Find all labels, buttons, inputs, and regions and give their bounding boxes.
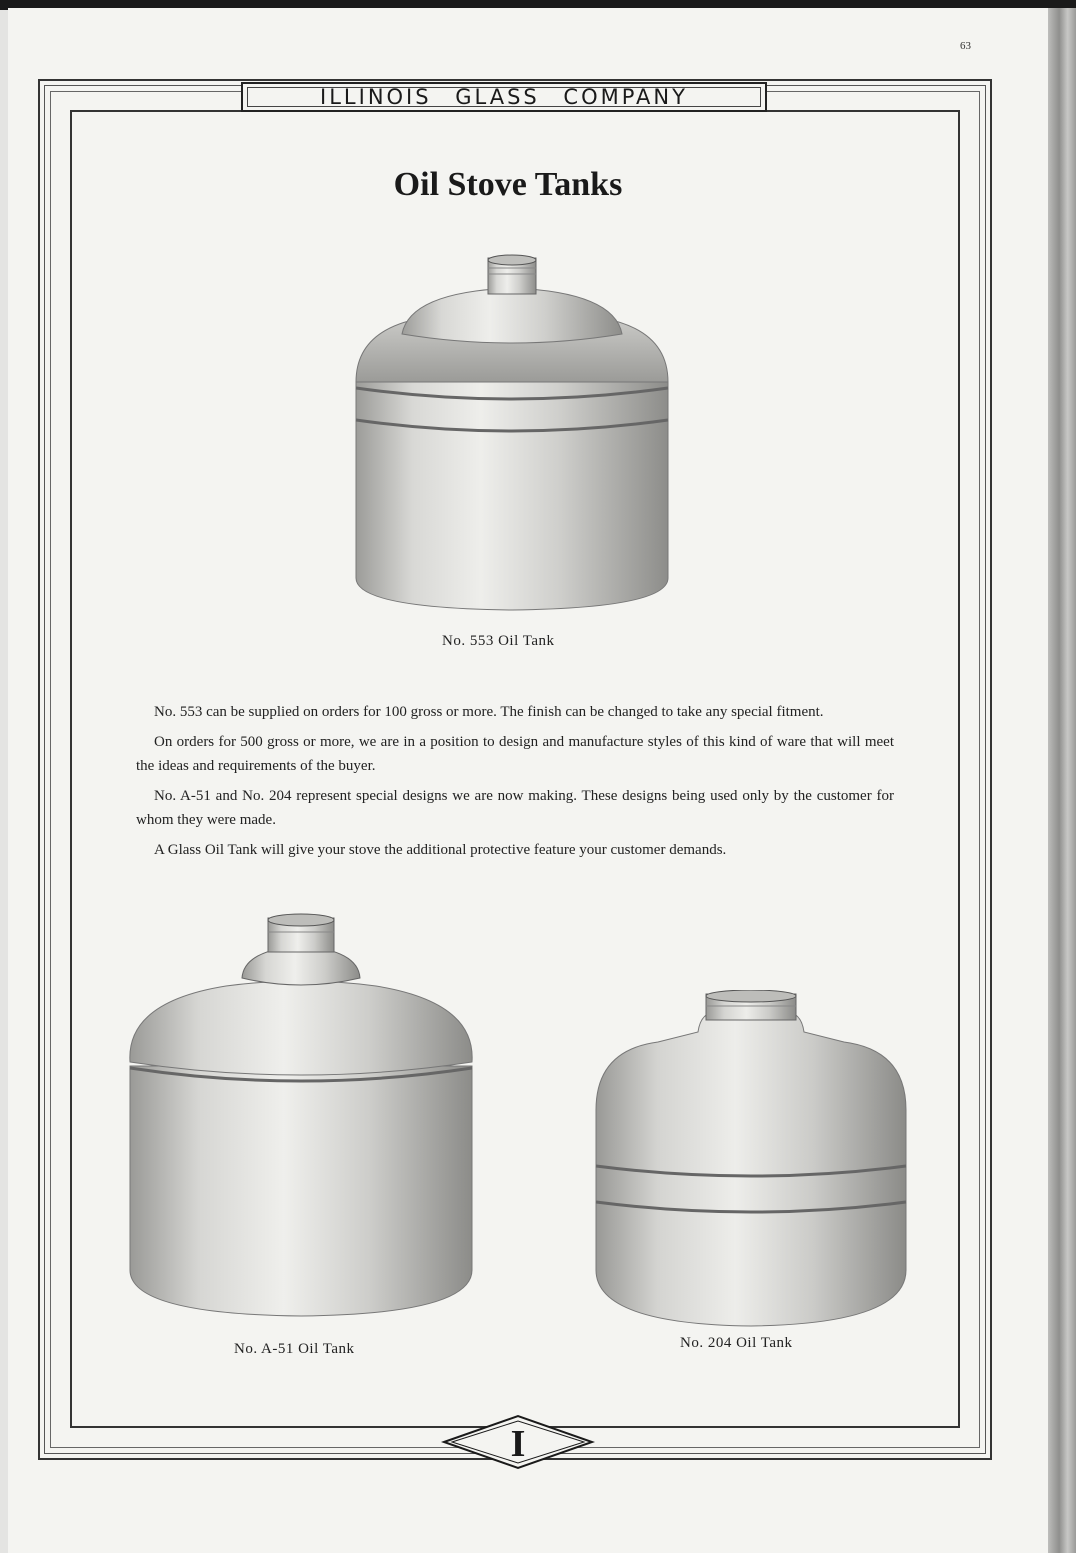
caption-553: No. 553 Oil Tank bbox=[442, 633, 555, 649]
company-name: ILLINOIS GLASS COMPANY bbox=[320, 85, 688, 109]
company-banner bbox=[241, 82, 767, 112]
company-emblem bbox=[440, 1414, 596, 1475]
tank-204-illustration bbox=[588, 990, 914, 1330]
paragraph-3: No. A-51 and No. 204 represent special designs we are now making. These designs being used only by the customer for whom they were made. bbox=[136, 788, 894, 828]
paragraph-1: No. 553 can be supplied on orders for 100 gross or more. The finish can be changed to take any special fitment. bbox=[154, 704, 824, 720]
paragraph-2: On orders for 500 gross or more, we are in a position to design and manufacture styles of this kind of ware that will meet the ideas and requirements of the buyer. bbox=[136, 734, 894, 774]
tank-a51-illustration bbox=[126, 912, 476, 1328]
page-stack-edge bbox=[1048, 8, 1076, 1553]
emblem-letter: I bbox=[510, 1423, 526, 1465]
tank-553-illustration bbox=[352, 252, 672, 624]
caption-204: No. 204 Oil Tank bbox=[680, 1335, 793, 1351]
caption-a51: No. A-51 Oil Tank bbox=[234, 1341, 355, 1357]
page-title: Oil Stove Tanks bbox=[393, 166, 623, 203]
page-number: 63 bbox=[960, 40, 971, 52]
paragraph-4: A Glass Oil Tank will give your stove the additional protective feature your customer demands. bbox=[154, 842, 727, 858]
description-text bbox=[136, 700, 894, 868]
